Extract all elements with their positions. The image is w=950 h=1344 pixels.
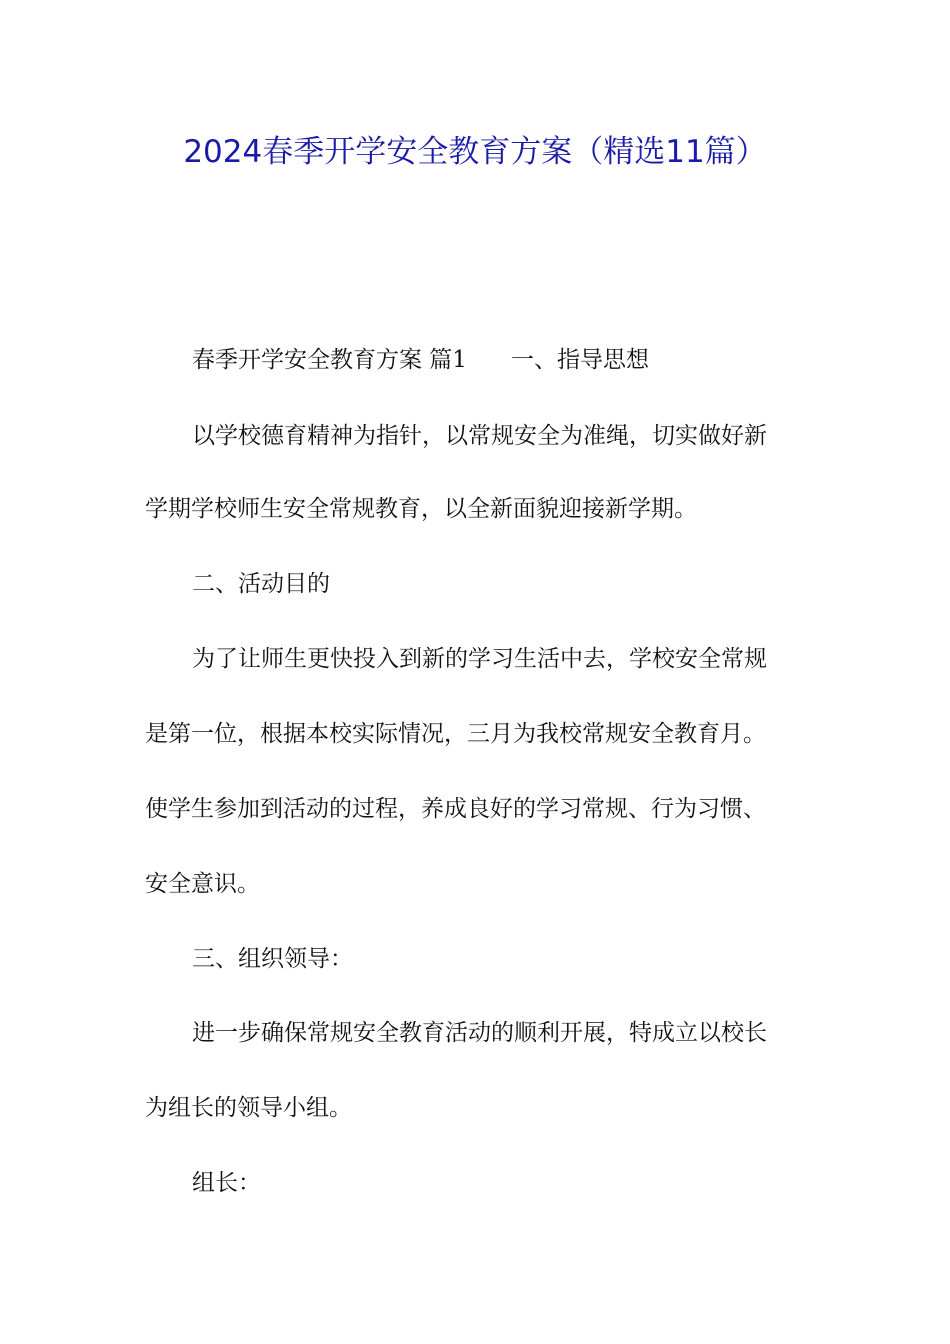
- paragraph-line: 为组长的领导小组。: [145, 1095, 352, 1121]
- paragraph-line: 安全意识。: [145, 871, 260, 897]
- paragraph-line: 为了让师生更快投入到新的学习生活中去，学校安全常规: [192, 646, 767, 672]
- section-heading: 春季开学安全教育方案 篇1: [192, 347, 467, 373]
- paragraph-line: 以学校德育精神为指针，以常规安全为准绳，切实做好新: [192, 423, 767, 449]
- paragraph-line: 使学生参加到活动的过程，养成良好的学习常规、行为习惯、: [145, 796, 766, 822]
- document-title: 2024春季开学安全教育方案（精选11篇）: [183, 134, 767, 170]
- section-heading-row: [192, 344, 649, 376]
- paragraph-line: 学期学校师生安全常规教育，以全新面貌迎接新学期。: [145, 496, 697, 522]
- leader-label: 组长：: [192, 1170, 261, 1196]
- paragraph-line: 是第一位，根据本校实际情况，三月为我校常规安全教育月。: [145, 721, 766, 747]
- subheading-activity-goal: 二、活动目的: [192, 571, 330, 597]
- guiding-ideology-heading: 一、指导思想: [510, 347, 649, 373]
- subheading-organization: 三、组织领导：: [192, 946, 353, 972]
- paragraph-line: 进一步确保常规安全教育活动的顺利开展，特成立以校长: [192, 1020, 767, 1046]
